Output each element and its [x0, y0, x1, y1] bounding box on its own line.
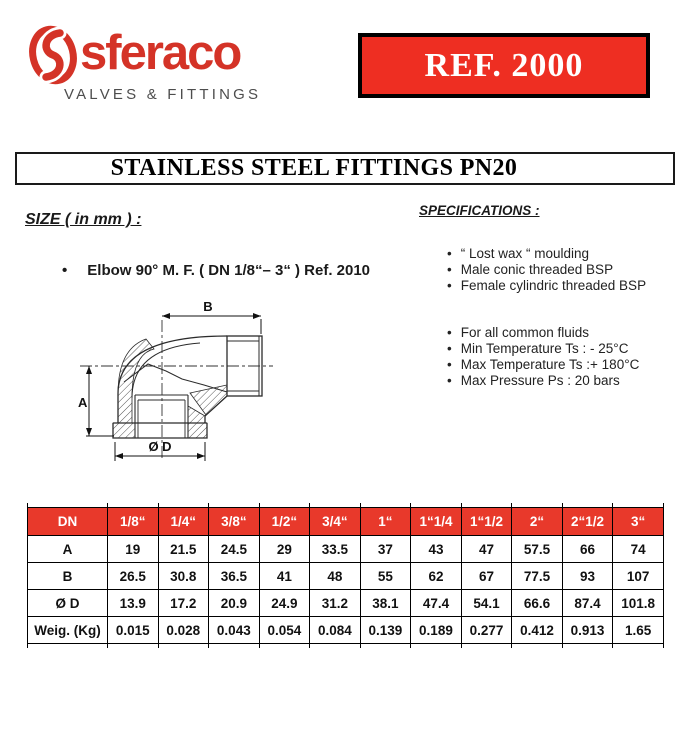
col-header-size: 1“1/2: [461, 508, 512, 536]
brand-tagline: VALVES & FITTINGS: [64, 86, 262, 103]
stub-cell: [360, 644, 411, 649]
brand-logo: [28, 24, 261, 103]
stub-cell: [461, 644, 512, 649]
col-header-size: 1/8“: [108, 508, 159, 536]
spec-item: • Male conic threaded BSP: [447, 262, 646, 278]
col-header-size: 1“1/4: [411, 508, 462, 536]
spec-item: • “ Lost wax “ moulding: [447, 246, 646, 262]
col-header-size: 3/4“: [310, 508, 361, 536]
row-value: 13.9: [108, 590, 159, 617]
row-value: 38.1: [360, 590, 411, 617]
row-value: 43: [411, 536, 462, 563]
col-header-dn: DN: [28, 508, 108, 536]
table-header-row: [28, 508, 664, 536]
row-value: 47.4: [411, 590, 462, 617]
stub-cell: [613, 644, 664, 649]
row-value: 26.5: [108, 563, 159, 590]
row-value: 1.65: [613, 617, 664, 644]
spec-item: • Min Temperature Ts : - 25°C: [447, 341, 639, 357]
spec-item: • Female cylindric threaded BSP: [447, 278, 646, 294]
product-item: • Elbow 90° M. F. ( DN 1/8“– 3“ ) Ref. 2010: [62, 262, 370, 279]
row-value: 0.084: [310, 617, 361, 644]
row-label: Ø D: [28, 590, 108, 617]
row-value: 24.5: [209, 536, 260, 563]
row-value: 21.5: [158, 536, 209, 563]
dimensions-table: [27, 503, 664, 648]
row-value: 0.028: [158, 617, 209, 644]
row-value: 0.412: [512, 617, 563, 644]
stub-cell: [108, 644, 159, 649]
row-value: 31.2: [310, 590, 361, 617]
page-title: STAINLESS STEEL FITTINGS PN20: [110, 155, 518, 181]
row-value: 66: [562, 536, 613, 563]
table-row: [28, 617, 664, 644]
row-value: 0.015: [108, 617, 159, 644]
dimensions-table-grid: [27, 503, 664, 648]
ref-badge-label: REF. 2000: [424, 46, 584, 84]
row-value: 0.054: [259, 617, 310, 644]
col-header-size: 1“: [360, 508, 411, 536]
stub-cell: [562, 644, 613, 649]
row-value: 47: [461, 536, 512, 563]
stub-cell: [158, 644, 209, 649]
dimension-label-b: B: [203, 299, 213, 314]
row-value: 87.4: [562, 590, 613, 617]
row-value: 0.277: [461, 617, 512, 644]
row-value: 41: [259, 563, 310, 590]
row-value: 0.139: [360, 617, 411, 644]
col-header-size: 1/4“: [158, 508, 209, 536]
row-value: 19: [108, 536, 159, 563]
table-row: [28, 590, 664, 617]
row-value: 54.1: [461, 590, 512, 617]
row-value: 0.189: [411, 617, 462, 644]
spec-list-moulding: [447, 246, 646, 294]
row-label: B: [28, 563, 108, 590]
sferaco-flame-icon: [28, 24, 78, 86]
table-row: [28, 536, 664, 563]
spec-item: • For all common fluids: [447, 325, 639, 341]
row-value: 62: [411, 563, 462, 590]
row-value: 48: [310, 563, 361, 590]
row-label: A: [28, 536, 108, 563]
table-row: [28, 563, 664, 590]
row-value: 66.6: [512, 590, 563, 617]
spec-item: • Max Pressure Ps : 20 bars: [447, 373, 639, 389]
brand-name: sferaco: [80, 26, 241, 80]
row-value: 107: [613, 563, 664, 590]
dimension-label-d: Ø D: [148, 439, 172, 454]
col-header-size: 3/8“: [209, 508, 260, 536]
spec-list-conditions: [447, 325, 639, 389]
row-value: 67: [461, 563, 512, 590]
ref-badge: [358, 33, 650, 98]
page-title-bar: [15, 152, 675, 185]
row-label: Weig. (Kg): [28, 617, 108, 644]
row-value: 0.043: [209, 617, 260, 644]
row-value: 37: [360, 536, 411, 563]
technical-drawing-elbow: [78, 294, 323, 502]
size-heading: SIZE ( in mm ) :: [25, 211, 142, 228]
row-value: 29: [259, 536, 310, 563]
stub-cell: [209, 644, 260, 649]
row-value: 77.5: [512, 563, 563, 590]
specifications-heading: SPECIFICATIONS :: [419, 203, 540, 218]
row-value: 0.913: [562, 617, 613, 644]
stub-cell: [411, 644, 462, 649]
row-value: 24.9: [259, 590, 310, 617]
row-value: 20.9: [209, 590, 260, 617]
row-value: 57.5: [512, 536, 563, 563]
row-value: 33.5: [310, 536, 361, 563]
stub-cell: [259, 644, 310, 649]
row-value: 36.5: [209, 563, 260, 590]
col-header-size: 3“: [613, 508, 664, 536]
stub-cell: [310, 644, 361, 649]
dimension-label-a: A: [78, 395, 88, 410]
table-crop-stub: [28, 644, 664, 649]
col-header-size: 2“: [512, 508, 563, 536]
stub-cell: [28, 644, 108, 649]
row-value: 30.8: [158, 563, 209, 590]
row-value: 93: [562, 563, 613, 590]
row-value: 74: [613, 536, 664, 563]
col-header-size: 1/2“: [259, 508, 310, 536]
row-value: 55: [360, 563, 411, 590]
row-value: 17.2: [158, 590, 209, 617]
spec-item: • Max Temperature Ts :+ 180°C: [447, 357, 639, 373]
stub-cell: [512, 644, 563, 649]
col-header-size: 2“1/2: [562, 508, 613, 536]
row-value: 101.8: [613, 590, 664, 617]
